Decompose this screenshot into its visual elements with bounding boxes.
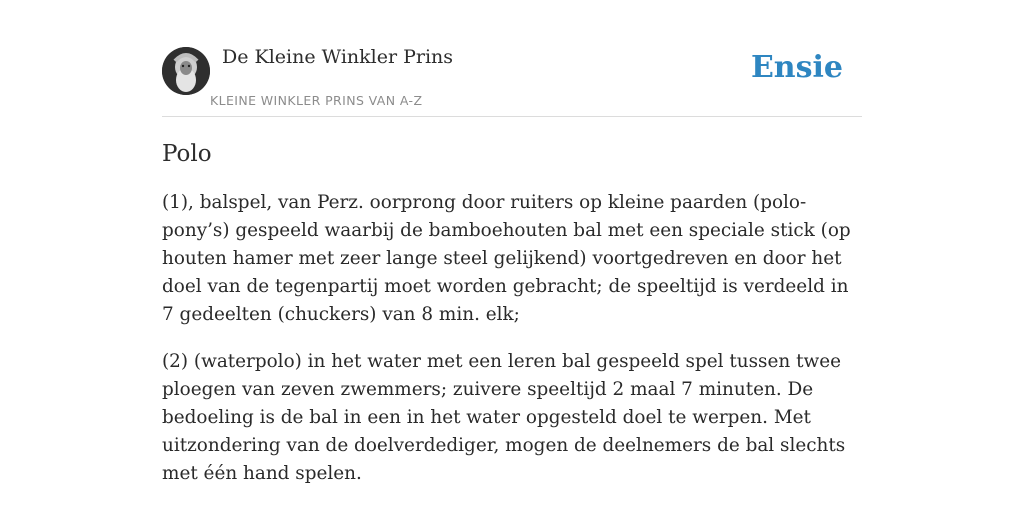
- page-header: [162, 46, 862, 117]
- article: [162, 138, 862, 507]
- portrait-icon: [162, 47, 210, 95]
- article-title: Polo: [162, 141, 212, 167]
- author-avatar[interactable]: [162, 47, 210, 95]
- article-paragraph: (2) (waterpolo) in het water met een leren bal gespeeld spel tussen twee ploegen van zeven zwemmers; zuivere speeltijd 2 maal 7 minuten. De bedoeling is de bal in een in het water opgesteld doel te werpen. Met uitzondering van de doelverdediger, mogen de deelnemers de bal slechts met één hand spelen.: [162, 351, 846, 484]
- site-title[interactable]: De Kleine Winkler Prins: [222, 46, 454, 68]
- site-subtitle[interactable]: KLEINE WINKLER PRINS VAN A-Z: [210, 93, 423, 108]
- article-paragraph: (1), balspel, van Perz. oorprong door ruiters op kleine paarden (polo-pony’s) gespeeld waarbij de bamboehouten bal met een speciale stick (op houten hamer met zeer lange steel gelijkend) voortgedreven en door het doel van de tegenpartij moet worden gebracht; de speeltijd is verdeeld in 7 gedeelten (chuckers) van 8 min. elk;: [162, 192, 851, 325]
- brand-logo[interactable]: Ensie: [750, 50, 843, 85]
